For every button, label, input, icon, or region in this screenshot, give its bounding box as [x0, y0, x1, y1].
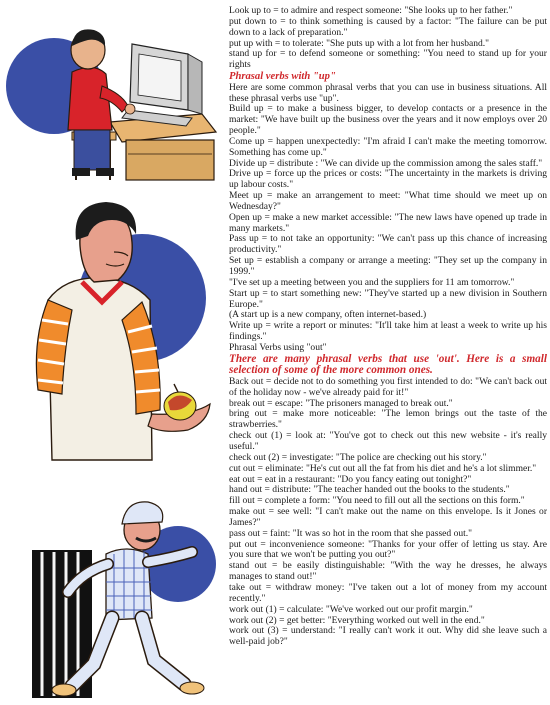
definition-line: fill out = complete a form: "You need to fill out all the sections on this form."	[229, 495, 525, 507]
definition-line: check out (1) = look at: "You've got to check out this new website - it's really useful."	[229, 430, 547, 452]
definition-line: cut out = eliminate: "He's cut out all the fat from his diet and he's a lot slimmer."	[229, 462, 537, 474]
definition-line: stand up for = to defend someone or something: "You need to stand up for your rights	[229, 48, 547, 71]
definition-line: eat out = eat in a restaurant: "Do you fancy eating out tonight?"	[229, 473, 472, 485]
definition-line: hand out = distribute: "The teacher handed out the books to the students."	[229, 484, 510, 496]
definition-line: Back out = decide not to do something you first intended to do: "We can't back out of the holiday now - we've already paid for it!"	[229, 375, 547, 398]
definition-line: work out (2) = get better: "Everything worked out well in the end."	[229, 614, 485, 626]
section-intro-heading: There are many phrasal verbs that use 'out'. Here is a small selection of some of the more common ones.	[229, 352, 547, 377]
monitor-screen	[138, 54, 181, 101]
definition-line: break out = escape: "The prisoners managed to break out."	[229, 397, 453, 409]
definition-line: Pass up = to not take an opportunity: "We can't pass up this chance of increasing productivity."	[229, 233, 547, 256]
definition-line: check out (2) = investigate: "The police are checking out his story."	[229, 451, 487, 463]
definition-line: stand out = be easily distinguishable: "With the way he dresses, he always manages to stand out!"	[229, 560, 547, 583]
man-holding-fruit-illustration	[2, 190, 220, 475]
checked-cap	[122, 502, 163, 524]
definition-line: put down to = to think something is caused by a factor: "The failure can be put down to a lack of preparation."	[229, 15, 547, 38]
definition-line: Open up = make a new market accessible: "The new laws have opened up trade in many markets."	[229, 211, 547, 234]
definition-line: Meet up = make an arrangement to meet: "What time should we meet up on Wednesday?"	[229, 190, 547, 212]
definition-line: Write up = write a report or minutes: "It'll take him at least a week to write up his findings."	[229, 320, 547, 343]
definition-line: put out = inconvenience someone: "Thanks for your offer of letting us stay. Are you sure that we won't be putting you out?"	[229, 538, 547, 561]
definition-line: take out = withdraw money: "I've taken out a lot of money from my account recently."	[229, 581, 547, 604]
definition-line: work out (1) = calculate: "We've worked out our profit margin."	[229, 603, 473, 615]
boy-trousers	[74, 130, 110, 170]
trouser-leg-right	[142, 618, 184, 684]
phrasal-verbs-text-column	[229, 6, 547, 648]
desk-front	[126, 140, 214, 180]
definition-line: Start up = to start something new: "They've started up a new division in Southern Europe."	[229, 287, 547, 310]
definition-line: put up with = to tolerate: "She puts up with a lot from her husband."	[229, 37, 490, 49]
definition-line: pass out = faint: "It was so hot in the room that she passed out."	[229, 527, 473, 539]
definition-line: Set up = establish a company or arrange a meeting: "They set up the company in 1999."	[229, 255, 547, 277]
definition-line: Divide up = distribute : "We can divide up the commission among the sales staff."	[229, 157, 543, 169]
definition-line: Come up = happen unexpectedly: "I'm afraid I can't make the meeting tomorrow. Something has come up."	[229, 135, 547, 158]
definition-line: work out (3) = understand: "I really can't work it out. Why did she leave such a well-paid job?"	[229, 625, 547, 648]
definition-line: bring out = make more noticeable: "The lemon brings out the taste of the strawberries."	[229, 408, 547, 431]
definition-line: "I've set up a meeting between you and the suppliers for 11 am tomorrow."	[229, 276, 515, 288]
definition-line: make out = see well: "I can't make out the name on this envelope. Is it Jones or James?"	[229, 506, 547, 528]
definition-line: (A start up is a new company, often internet-based.)	[229, 309, 427, 321]
man-running-out-illustration	[2, 488, 220, 703]
definition-line: Phrasal Verbs using "out"	[229, 341, 327, 353]
definition-line: Look up to = to admire and respect someone: "She looks up to her father."	[229, 5, 513, 16]
definition-line: Drive up = force up the prices or costs: "The uncertainty in the markets is driving up labour costs."	[229, 168, 547, 191]
definition-line: Here are some common phrasal verbs that you can use in business situations. All these phrasal verbs use "up".	[229, 81, 547, 104]
definition-line: Build up = to make a business bigger, to develop contacts or a presence in the market: "We have built up the business over the years and it now employs over 20 people."	[229, 103, 547, 137]
boy-at-computer-illustration	[2, 2, 220, 185]
section-heading: Phrasal verbs with "up"	[229, 71, 336, 83]
